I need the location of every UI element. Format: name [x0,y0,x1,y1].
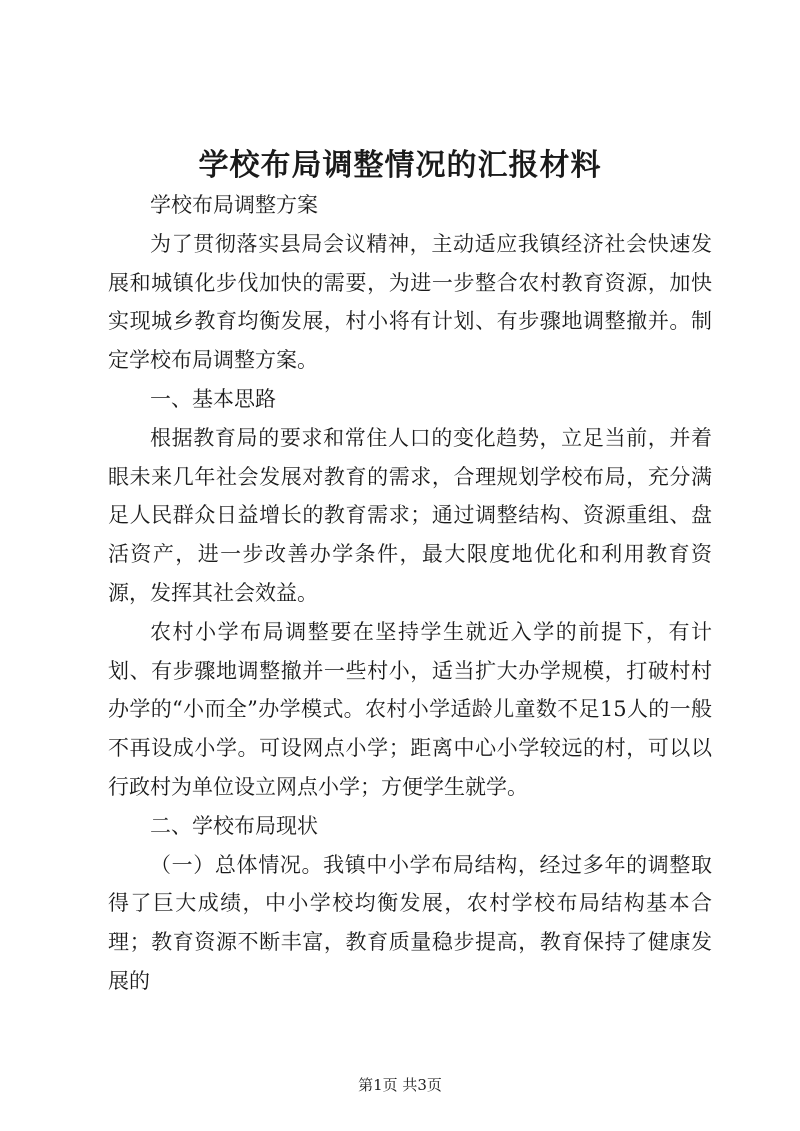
page-footer: 第1页 共3页 [358,1076,442,1094]
paragraph-overall-situation: （一）总体情况。我镇中小学布局结构，经过多年的调整取得了巨大成绩，中小学校均衡发展，农村学校布局结构基本合理；教育资源不断丰富，教育质量稳步提高，教育保持了健康发展的 [108,852,712,993]
section-heading-current-status: 二、学校布局现状 [150,813,318,838]
paragraph-intro: 为了贯彻落实县局会议精神，主动适应我镇经济社会快速发展和城镇化步伐加快的需要，为进一步整合农村教育资源，加快实现城乡教育均衡发展，村小将有计划、有步骤地调整撤并。制定学校布局调整方案。 [108,231,712,373]
section-heading-basic-approach: 一、基本思路 [150,386,276,411]
document-title: 学校布局调整情况的汇报材料 [198,148,602,183]
paragraph-subtitle: 学校布局调整方案 [150,193,318,217]
paragraph-rural-adjustment: 农村小学布局调整要在坚持学生就近入学的前提下，有计划、有步骤地调整撤并一些村小，适当扩大办学规模，打破村村办学的“小而全”办学模式。农村小学适龄儿童数不足15人的一般不再设成小学。可设网点小学；距离中心小学较远的村，可以以行政村为单位设立网点小学；方便学生就学。 [108,619,712,799]
paragraph-basic-approach: 根据教育局的要求和常住人口的变化趋势，立足当前，并着眼未来几年社会发展对教育的需求，合理规划学校布局，充分满足人民群众日益增长的教育需求；通过调整结构、资源重组、盘活资产，进一步改善办学条件，最大限度地优化和利用教育资源，发挥其社会效益。 [108,425,712,605]
document-body [108,186,712,1001]
